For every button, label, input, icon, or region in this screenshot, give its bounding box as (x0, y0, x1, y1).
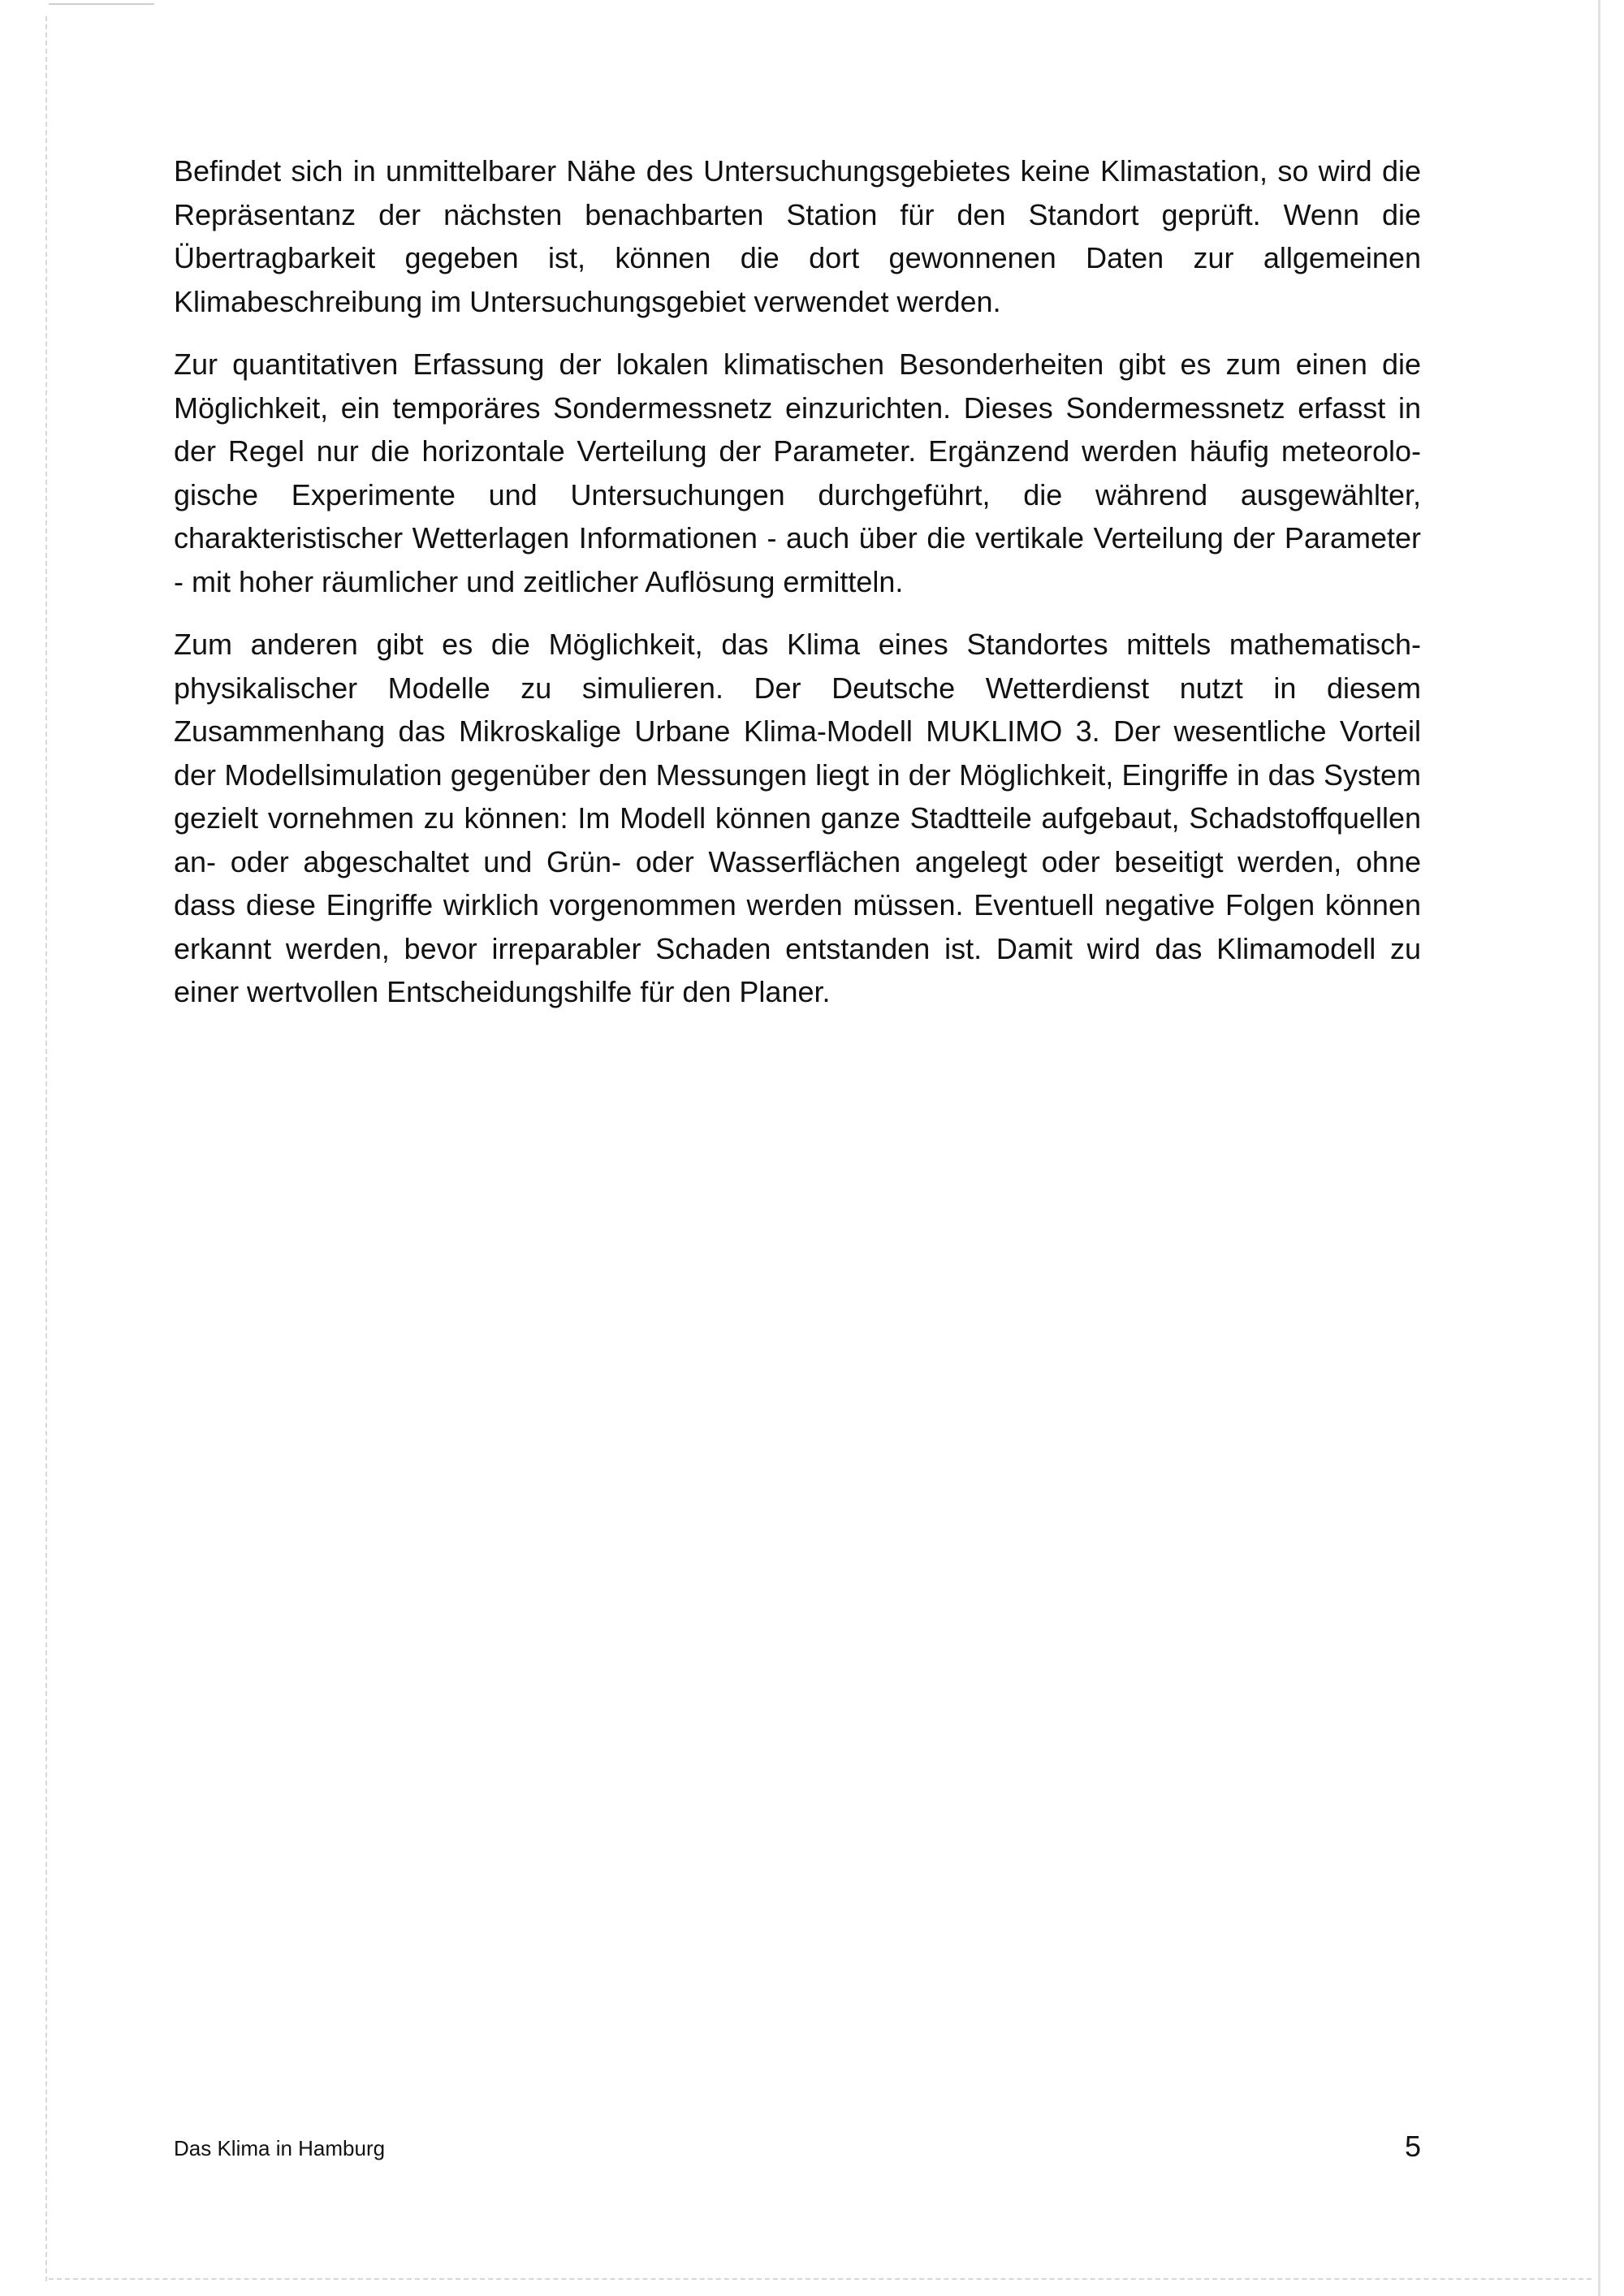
scan-edge-bottom (49, 2278, 1592, 2280)
body-text (174, 149, 1421, 1034)
paragraph-climate-station: Befindet sich in unmittelbarer Nähe des Untersuchungsgebietes keine Klimastation, so wird die Repräsentanz der nächsten benachbarten Station für den Standort geprüft. Wenn die Übertragbarkeit gegeben ist, können die dort gewonnenen Daten zur allgemeinen Klimabeschreibung im Untersuchungsgebiet verwendet werden. (174, 154, 1421, 318)
footer-title: Das Klima in Hamburg (174, 2136, 386, 2160)
scan-edge-left (45, 16, 47, 2281)
paragraph-climate-model: Zum anderen gibt es die Möglichkeit, das Klima eines Standortes mittels mathematisch-physikalischer Modelle zu simulieren. Der Deutsche Wetterdienst nutzt in diesem Zusammenhang das Mikroskalige Urbane Klima-Modell MUKLIMO 3. Der wesentliche Vorteil der Modellsimulation gegenüber den Messungen liegt in der Möglichkeit, Eingriffe in das System gezielt vornehmen zu können: Im Modell können ganze Stadtteile aufgebaut, Schadstoffquellen an- oder abgeschaltet und Grün- oder Wasserflächen angelegt oder beseitigt werden, ohne dass diese Eingriffe wirklich vorgenommen werden müssen. Eventuell negative Folgen können erkannt werden, bevor irreparabler Schaden entstanden ist. Damit wird das Klimamodell zu einer wertvollen Entscheidungshilfe für den Planer. (174, 628, 1421, 1008)
scan-edge-top (49, 3, 154, 5)
scan-edge-right (1598, 0, 1600, 2296)
page-number: 5 (1404, 2130, 1421, 2163)
paragraph-measurement-network: Zur quantitativen Erfassung der lokalen klimatischen Besonderheiten gibt es zum einen die Möglichkeit, ein temporäres Sondermessnetz einzurichten. Dieses Sondermessnetz erfasst in der Regel nur die horizontale Verteilung der Parameter. Ergänzend werden häufig meteorologische Experimente und Untersuchungen durchgeführt, die während ausgewählter, charakteristischer Wetterlagen Informationen - auch über die vertikale Verteilung der Parameter - mit hoher räumlicher und zeitlicher Auflösung ermitteln. (174, 347, 1421, 598)
